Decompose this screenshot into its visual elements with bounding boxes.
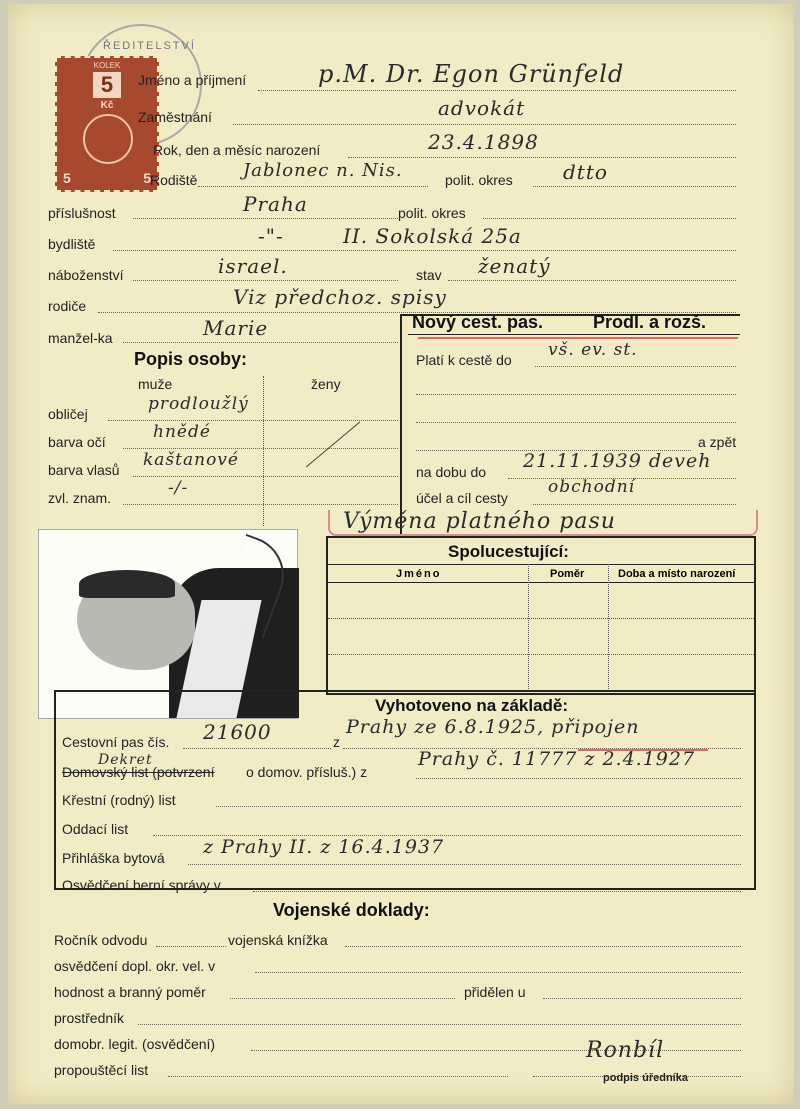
residence-label: bydliště bbox=[48, 236, 96, 252]
military-cert-label: osvědčení dopl. okr. vel. v bbox=[54, 958, 216, 974]
eyes-value: hnědé bbox=[153, 422, 211, 442]
female-column-strike bbox=[306, 422, 360, 468]
description-title: Popis osoby: bbox=[134, 349, 248, 369]
home-value: Prahy č. 11777 z 2.4.1927 bbox=[418, 748, 696, 770]
official-signature: Ronbíl bbox=[586, 1038, 665, 1063]
passport-heading-underline bbox=[408, 334, 740, 335]
name-value: p.M. Dr. Egon Grünfeld bbox=[318, 60, 625, 88]
passport-number-label: Cestovní pas čís. bbox=[62, 734, 170, 750]
passport-section-divider bbox=[400, 314, 402, 534]
male-column-label: muže bbox=[138, 376, 173, 392]
stamp-lion-emblem bbox=[83, 114, 133, 164]
registration-value: z Prahy II. z 16.4.1937 bbox=[203, 836, 445, 858]
religion-value: israel. bbox=[218, 254, 288, 278]
registration-label: Přihláška bytová bbox=[62, 850, 165, 866]
discharge-label: propouštěcí list bbox=[54, 1062, 149, 1078]
district2-label: polit. okres bbox=[398, 205, 466, 221]
parents-value: Viz předchoz. spisy bbox=[233, 285, 447, 309]
marks-value: -/- bbox=[168, 478, 189, 498]
hair-label: barva vlasů bbox=[48, 462, 120, 478]
home-label-old: Domovský list (potvrzení bbox=[62, 764, 215, 780]
stamp-currency: Kč bbox=[100, 100, 114, 111]
spouse-value: Marie bbox=[203, 316, 269, 340]
basis-title: Vyhotoveno na základě: bbox=[375, 696, 569, 715]
female-column-label: ženy bbox=[311, 376, 341, 392]
passport-z: z bbox=[333, 734, 340, 750]
citizenship-value: Praha bbox=[243, 192, 308, 216]
face-value: prodloužlý bbox=[148, 394, 249, 414]
companions-col-relation: Poměr bbox=[550, 568, 585, 580]
face-label: obličej bbox=[48, 406, 88, 422]
status-value: ženatý bbox=[478, 254, 551, 278]
companions-title: Spolucestující: bbox=[448, 542, 569, 561]
birth-cert-label: Křestní (rodný) list bbox=[62, 792, 176, 808]
name-label: Jméno a příjmení bbox=[138, 72, 247, 88]
military-title: Vojenské doklady: bbox=[273, 900, 430, 920]
district-label: polit. okres bbox=[445, 172, 513, 188]
companions-col-birth: Doba a místo narození bbox=[618, 568, 736, 580]
photo-hair bbox=[79, 570, 175, 598]
residence-value: II. Sokolská 25a bbox=[343, 224, 522, 248]
dob-value: 23.4.1898 bbox=[428, 130, 539, 154]
intermediary-label: prostředník bbox=[54, 1010, 125, 1026]
status-label: stav bbox=[416, 267, 442, 283]
residence-prefix: -"- bbox=[258, 224, 284, 248]
occupation-value: advokát bbox=[438, 96, 526, 120]
stamp-kolek-text: KOLEK bbox=[93, 61, 121, 70]
assigned-label: přidělen u bbox=[464, 984, 526, 1000]
valid-label: Platí k cestě do bbox=[416, 352, 512, 368]
exchange-note-red-frame bbox=[328, 510, 758, 536]
occupation-label: Zaměstnání bbox=[138, 109, 212, 125]
passport-application-sheet bbox=[8, 4, 794, 1104]
stamp-value-right: 5 bbox=[143, 170, 151, 186]
passport-number-value: 21600 bbox=[203, 720, 272, 744]
stamp-value-left: 5 bbox=[63, 170, 71, 186]
religion-label: náboženství bbox=[48, 267, 124, 283]
home-overwrite: Dekret bbox=[98, 752, 153, 768]
birthplace-label: Rodiště bbox=[150, 172, 198, 188]
spouse-label: manžel-ka bbox=[48, 330, 113, 346]
new-passport-label: Nový cest. pas. bbox=[412, 312, 544, 332]
purpose-label: účel a cíl cesty bbox=[416, 490, 508, 506]
hair-value: kaštanové bbox=[143, 450, 239, 470]
eyes-label: barva očí bbox=[48, 434, 106, 450]
citizenship-label: příslušnost bbox=[48, 205, 116, 221]
valid-value: vš. ev. st. bbox=[548, 340, 638, 360]
return-label: a zpět bbox=[698, 434, 737, 450]
period-label: na dobu do bbox=[416, 464, 487, 480]
purpose-value: obchodní bbox=[548, 477, 636, 497]
tax-label: Osvědčení berní správy v bbox=[62, 877, 221, 893]
year-label: Ročník odvodu bbox=[54, 932, 148, 948]
district-value: dtto bbox=[563, 160, 608, 184]
marriage-cert-label: Oddací list bbox=[62, 821, 129, 837]
passport-origin-value: Prahy ze 6.8.1925, připojen bbox=[346, 716, 640, 738]
parents-label: rodiče bbox=[48, 298, 87, 314]
companions-col-name: Jméno bbox=[396, 568, 442, 580]
marks-label: zvl. znam. bbox=[48, 490, 112, 506]
rank-label: hodnost a branný poměr bbox=[54, 984, 206, 1000]
period-value: 21.11.1939 deveh bbox=[523, 450, 712, 472]
stamp-value: 5 bbox=[93, 72, 121, 98]
extend-red-underline bbox=[418, 337, 738, 339]
companions-table bbox=[326, 536, 756, 695]
dob-label: Rok, den a měsíc narození bbox=[153, 142, 321, 158]
seal-text: ŘEDITELSTVÍ bbox=[103, 40, 196, 52]
exchange-note: Výměna platného pasu bbox=[343, 509, 616, 534]
birthplace-value: Jablonec n. Nis. bbox=[243, 160, 403, 181]
home-label-rest: o domov. přísluš.) z bbox=[246, 764, 368, 780]
extend-passport-label: Prodl. a rozš. bbox=[593, 312, 707, 332]
booklet-label: vojenská knížka bbox=[228, 932, 328, 948]
legit-label: domobr. legit. (osvědčení) bbox=[54, 1036, 216, 1052]
signature-label: podpis úředníka bbox=[603, 1072, 688, 1084]
